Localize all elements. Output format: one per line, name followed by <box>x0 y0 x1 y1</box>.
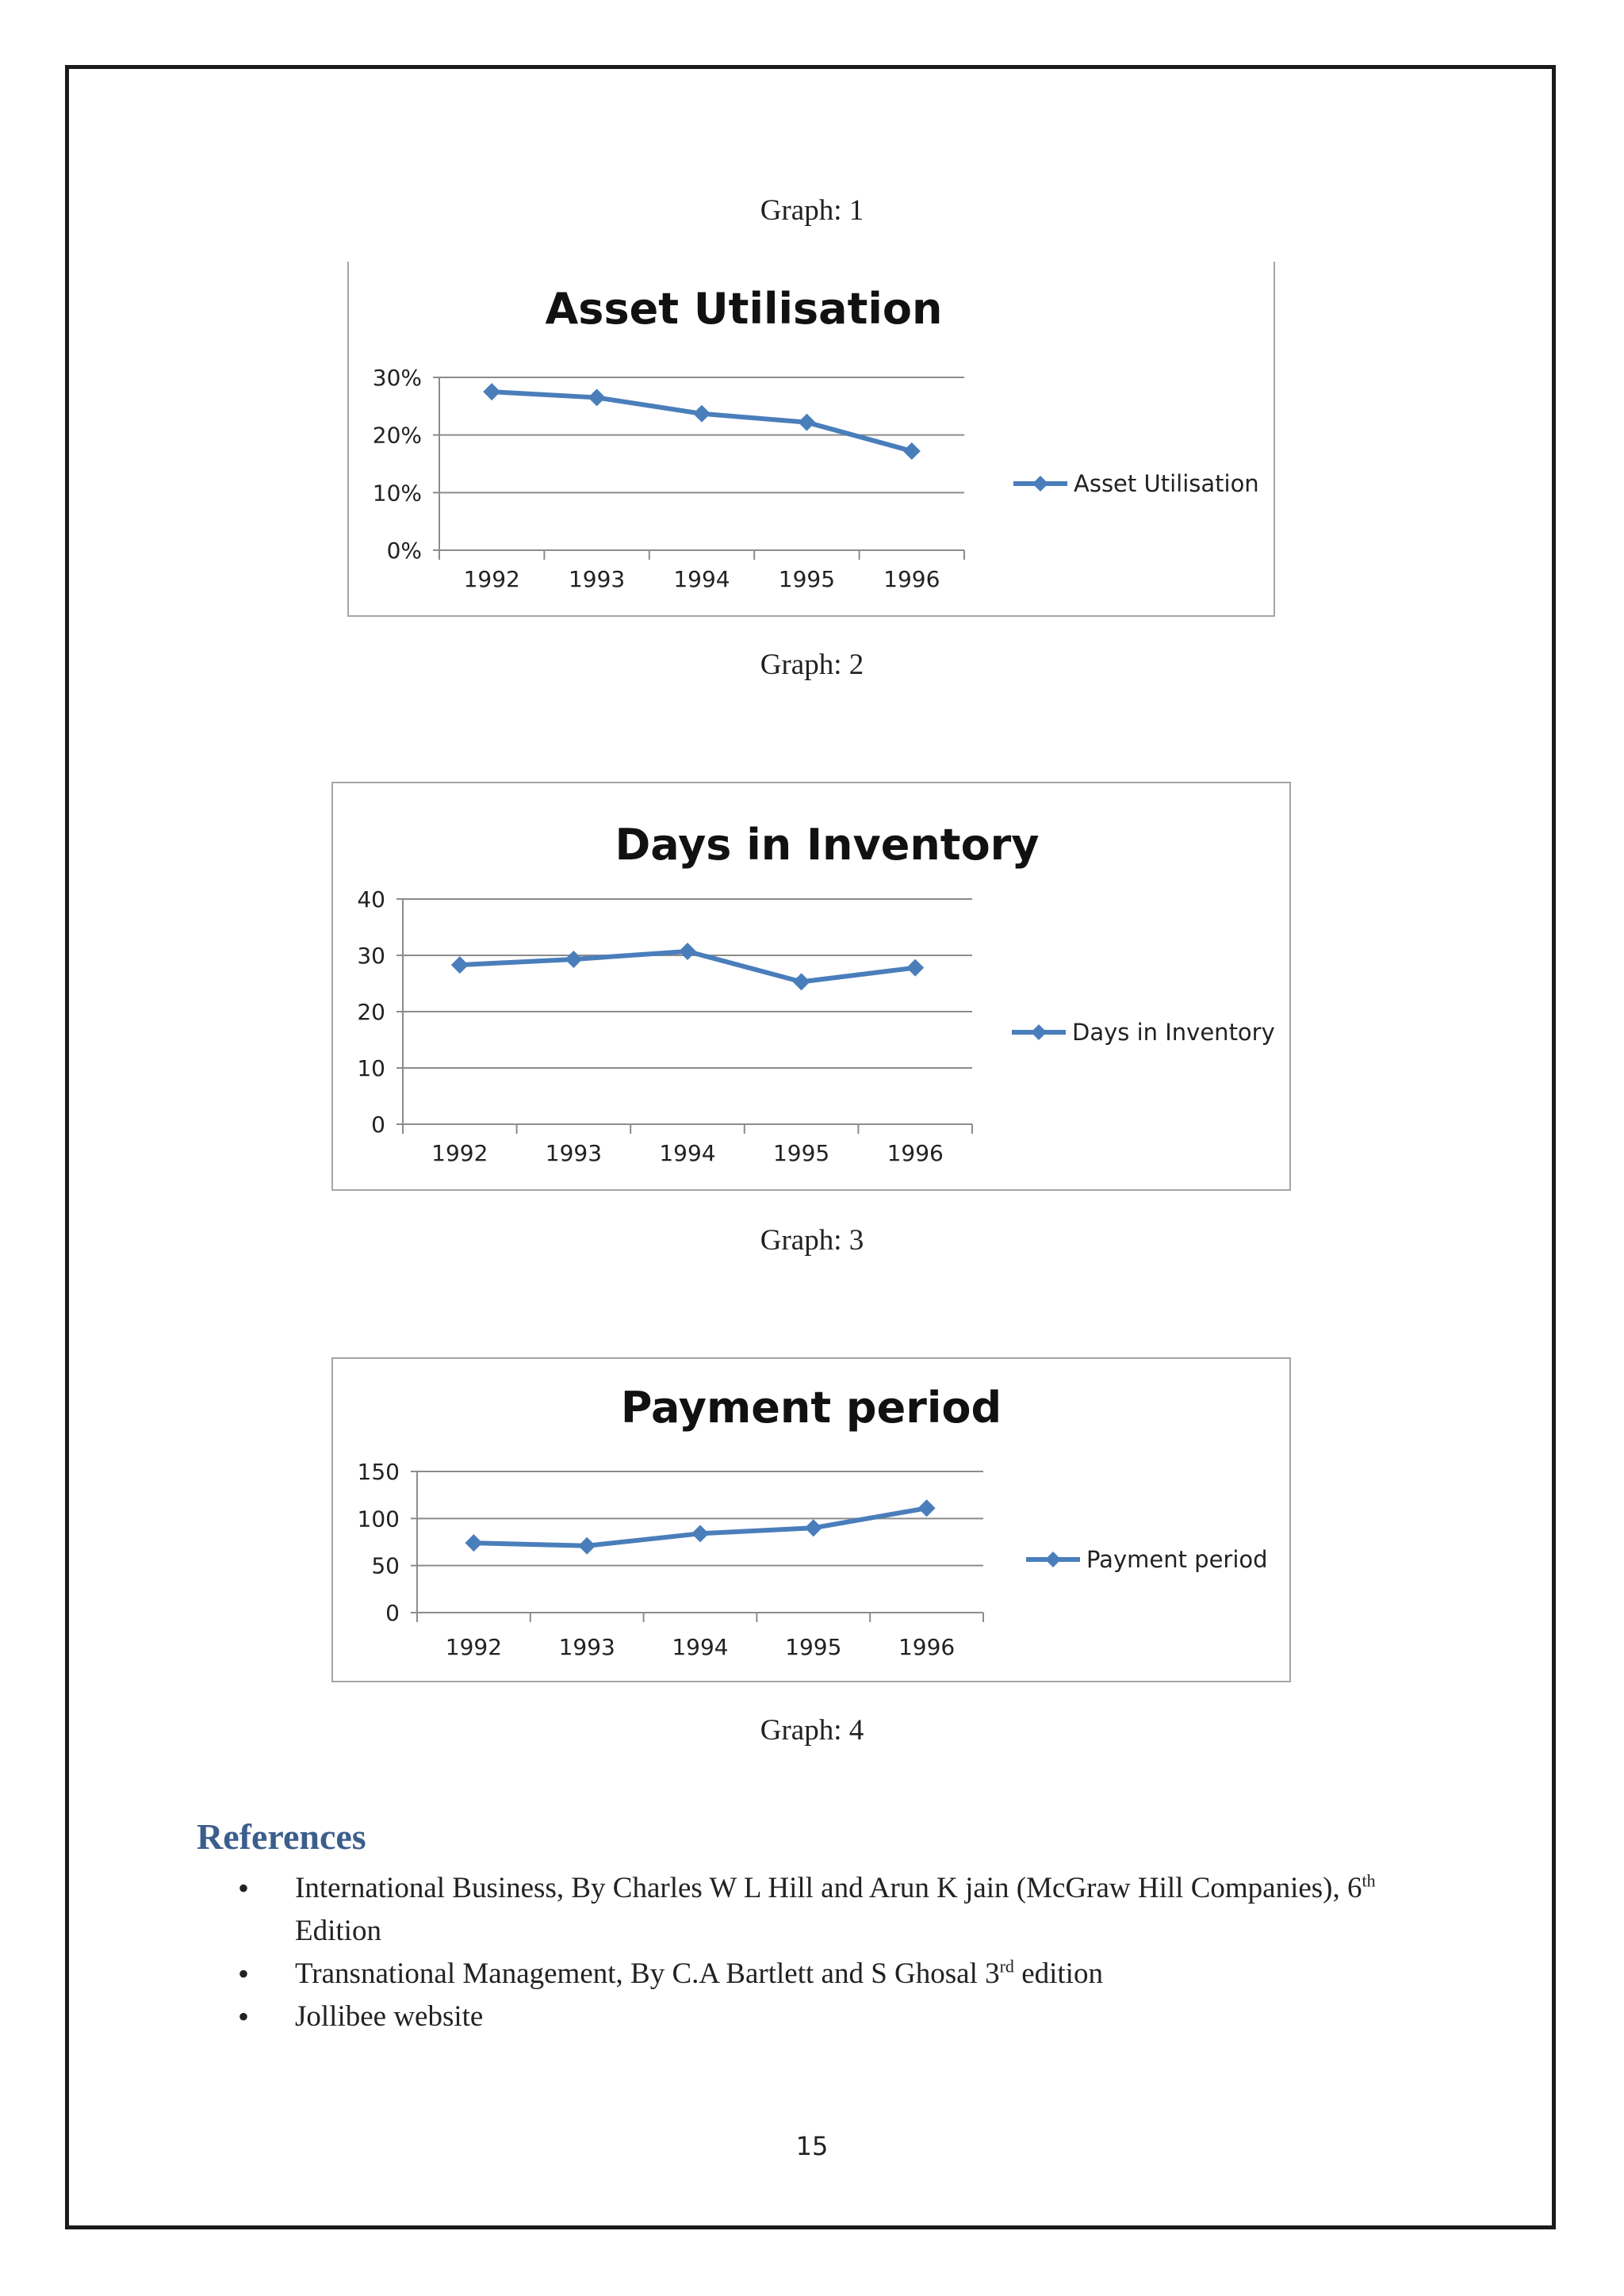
y-tick-label: 30 <box>357 943 385 969</box>
page-number: 15 <box>795 2131 829 2161</box>
data-point-marker <box>679 943 696 960</box>
graph-caption-1: Graph: 1 <box>760 194 864 227</box>
references-heading: References <box>197 1816 366 1857</box>
data-point-marker <box>578 1537 596 1555</box>
data-point-marker <box>798 414 815 431</box>
data-point-marker <box>693 405 710 423</box>
y-tick-label: 50 <box>371 1552 400 1579</box>
x-tick-label: 1993 <box>568 566 626 592</box>
reference-item <box>238 1867 1427 1953</box>
y-tick-label: 20% <box>372 422 422 449</box>
chart-asset-utilisation <box>347 262 1275 617</box>
data-point-marker <box>483 383 500 400</box>
data-point-marker <box>906 959 924 977</box>
x-tick-label: 1992 <box>445 1634 503 1660</box>
reference-tail: Edition <box>295 1915 381 1947</box>
reference-text: Jollibee website <box>295 2000 484 2033</box>
x-tick-label: 1994 <box>673 566 730 592</box>
data-point-marker <box>588 388 606 406</box>
chart-asset-utilisation-svg <box>347 262 1275 617</box>
x-tick-label: 1993 <box>558 1634 615 1660</box>
graph-caption-4: Graph: 4 <box>760 1714 864 1747</box>
y-tick-label: 0 <box>385 1600 400 1626</box>
legend-label: Days in Inventory <box>1072 1019 1275 1046</box>
data-point-marker <box>805 1519 822 1536</box>
chart-days-in-inventory <box>331 782 1291 1191</box>
chart-days-in-inventory-svg <box>331 782 1291 1191</box>
reference-text: Transnational Management, By C.A Bartlett and S Ghosal 3 <box>295 1957 1000 1990</box>
y-tick-label: 30% <box>372 365 422 391</box>
reference-item <box>238 1996 1427 2038</box>
data-point-marker <box>903 442 921 460</box>
x-tick-label: 1994 <box>659 1140 716 1166</box>
x-tick-label: 1996 <box>883 566 940 592</box>
legend-label: Payment period <box>1086 1546 1268 1573</box>
data-point-marker <box>565 951 582 968</box>
reference-superscript: th <box>1362 1870 1376 1891</box>
data-point-marker <box>793 973 810 990</box>
references-list <box>238 1867 1427 2038</box>
x-tick-label: 1994 <box>672 1634 729 1660</box>
legend-marker <box>1031 1024 1047 1040</box>
chart-title: Asset Utilisation <box>545 284 943 334</box>
x-tick-label: 1996 <box>898 1634 956 1660</box>
legend-marker <box>1032 476 1048 492</box>
y-tick-label: 40 <box>357 886 385 913</box>
data-point-marker <box>918 1499 936 1517</box>
y-tick-label: 20 <box>357 999 385 1025</box>
x-tick-label: 1996 <box>887 1140 944 1166</box>
x-tick-label: 1995 <box>778 566 836 592</box>
legend-label: Asset Utilisation <box>1074 470 1259 497</box>
y-tick-label: 150 <box>357 1459 400 1485</box>
y-tick-label: 0 <box>371 1112 385 1138</box>
chart-payment-period <box>331 1357 1291 1682</box>
data-point-marker <box>451 956 469 974</box>
x-tick-label: 1992 <box>463 566 520 592</box>
x-tick-label: 1993 <box>545 1140 603 1166</box>
reference-tail: edition <box>1013 1957 1103 1990</box>
y-tick-label: 100 <box>357 1506 400 1533</box>
x-tick-label: 1995 <box>785 1634 842 1660</box>
x-tick-label: 1992 <box>431 1140 488 1166</box>
legend-marker <box>1045 1552 1061 1567</box>
chart-title: Days in Inventory <box>615 820 1040 870</box>
graph-caption-3: Graph: 3 <box>760 1224 864 1257</box>
data-point-marker <box>465 1534 482 1552</box>
y-tick-label: 10 <box>357 1055 385 1081</box>
graph-caption-2: Graph: 2 <box>760 649 864 681</box>
reference-item <box>238 1953 1427 1996</box>
y-tick-label: 10% <box>372 480 422 507</box>
reference-superscript: rd <box>999 1956 1014 1976</box>
y-tick-label: 0% <box>386 538 422 564</box>
data-point-marker <box>691 1525 709 1542</box>
x-tick-label: 1995 <box>772 1140 830 1166</box>
reference-text: International Business, By Charles W L Hill and Arun K jain (McGraw Hill Companies), 6 <box>295 1872 1362 1904</box>
chart-title: Payment period <box>620 1383 1002 1433</box>
chart-payment-period-svg <box>331 1357 1291 1682</box>
